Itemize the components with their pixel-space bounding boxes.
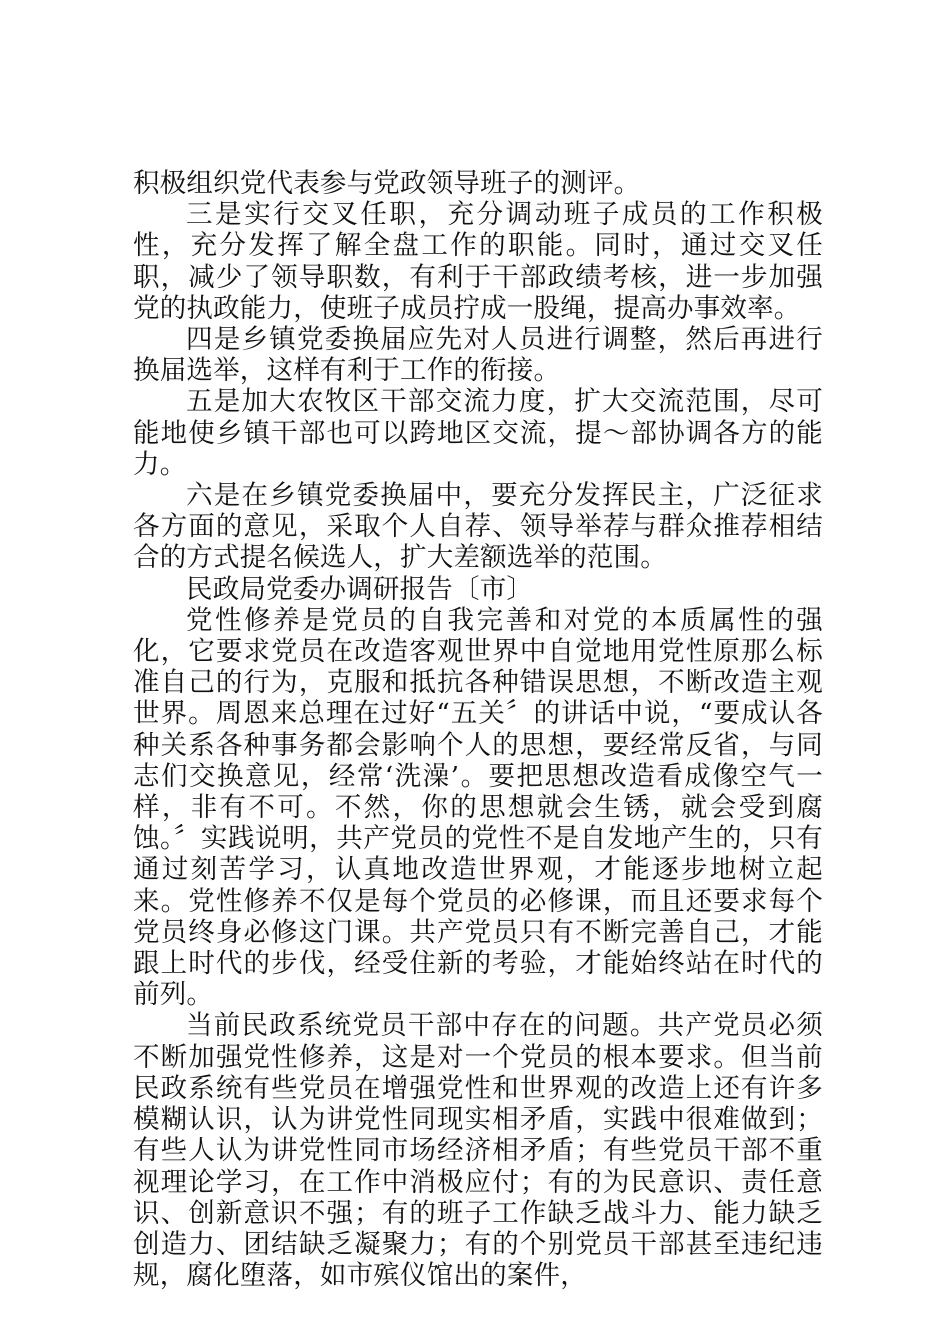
document-body bbox=[133, 168, 823, 1291]
paragraph-2: 三是实行交叉任职，充分调动班子成员的工作积极性，充分发挥了解全盘工作的职能。同时，通过交叉任职，减少了领导职数，有利于干部政绩考核，进一步加强党的执政能力，使班子成员拧成一股绳，提高办事效率。 bbox=[133, 199, 823, 324]
paragraph-4: 五是加大农牧区干部交流力度，扩大交流范围，尽可能地使乡镇干部也可以跨地区交流，提～部协调各方的能力。 bbox=[133, 386, 823, 480]
paragraph-3: 四是乡镇党委换届应先对人员进行调整，然后再进行换届选举，这样有利于工作的衔接。 bbox=[133, 324, 823, 387]
paragraph-7: 当前民政系统党员干部中存在的问题。共产党员必须不断加强党性修养，这是对一个党员的根本要求。但当前民政系统有些党员在增强党性和世界观的改造上还有许多模糊认识，认为讲党性同现实相矛盾，实践中很难做到；有些人认为讲党性同市场经济相矛盾；有些党员干部不重视理论学习，在工作中消极应付；有的为民意识、责任意识、创新意识不强；有的班子工作缺乏战斗力、能力缺乏创造力、团结缺乏凝聚力；有的个别党员干部甚至违纪违规，腐化堕落，如市殡仪馆出的案件， bbox=[133, 1010, 823, 1292]
paragraph-6: 党性修养是党员的自我完善和对党的本质属性的强化，它要求党员在改造客观世界中自觉地用党性原那么标准自己的行为，克服和抵抗各种错误思想，不断改造主观世界。周恩来总理在过好“五关〞的讲话中说，“要成认各种关系各种事务都会影响个人的思想，要经常反省，与同志们交换意见，经常‘洗澡’。要把思想改造看成像空气一样，非有不可。不然，你的思想就会生锈，就会受到腐蚀。〞实践说明，共产党员的党性不是自发地产生的，只有通过刻苦学习，认真地改造世界观，才能逐步地树立起来。党性修养不仅是每个党员的必修课，而且还要求每个党员终身必修这门课。共产党员只有不断完善自己，才能跟上时代的步伐，经受住新的考验，才能始终站在时代的前列。 bbox=[133, 604, 823, 1011]
paragraph-5: 六是在乡镇党委换届中，要充分发挥民主，广泛征求各方面的意见，采取个人自荐、领导举荐与群众推荐相结合的方式提名候选人，扩大差额选举的范围。 bbox=[133, 480, 823, 574]
paragraph-1: 积极组织党代表参与党政领导班子的测评。 bbox=[133, 168, 641, 199]
section-title: 民政局党委办调研报告〔市〕 bbox=[186, 573, 534, 605]
